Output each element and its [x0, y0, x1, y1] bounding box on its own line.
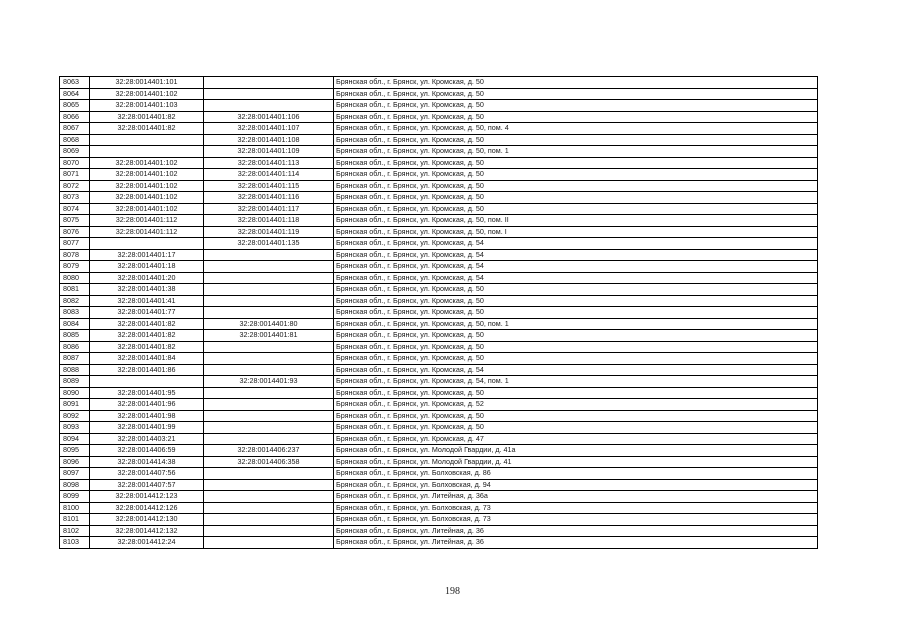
address-cell: Брянская обл., г. Брянск, ул. Кромская, д. 50 [334, 284, 818, 296]
building-cadastral-number-cell: 32:28:0014401:114 [204, 169, 334, 181]
building-cadastral-number-cell [204, 479, 334, 491]
parcel-cadastral-number-cell [90, 376, 204, 388]
building-cadastral-number-cell: 32:28:0014401:93 [204, 376, 334, 388]
address-cell: Брянская обл., г. Брянск, ул. Кромская, д. 50 [334, 134, 818, 146]
row-number-cell: 8066 [60, 111, 90, 123]
building-cadastral-number-cell: 32:28:0014401:119 [204, 226, 334, 238]
row-number-cell: 8065 [60, 100, 90, 112]
building-cadastral-number-cell: 32:28:0014401:118 [204, 215, 334, 227]
parcel-cadastral-number-cell: 32:28:0014412:123 [90, 491, 204, 503]
table-row [60, 445, 818, 457]
parcel-cadastral-number-cell [90, 134, 204, 146]
address-cell: Брянская обл., г. Брянск, ул. Литейная, д. 36 [334, 537, 818, 549]
address-cell: Брянская обл., г. Брянск, ул. Кромская, д. 50 [334, 341, 818, 353]
address-cell: Брянская обл., г. Брянск, ул. Кромская, д. 47 [334, 433, 818, 445]
address-cell: Брянская обл., г. Брянск, ул. Болховская, д. 73 [334, 502, 818, 514]
row-number-cell: 8083 [60, 307, 90, 319]
building-cadastral-number-cell [204, 525, 334, 537]
building-cadastral-number-cell [204, 249, 334, 261]
table-row [60, 123, 818, 135]
parcel-cadastral-number-cell: 32:28:0014401:102 [90, 157, 204, 169]
table-row [60, 353, 818, 365]
row-number-cell: 8086 [60, 341, 90, 353]
row-number-cell: 8068 [60, 134, 90, 146]
row-number-cell: 8087 [60, 353, 90, 365]
parcel-cadastral-number-cell [90, 146, 204, 158]
address-cell: Брянская обл., г. Брянск, ул. Кромская, д. 50 [334, 77, 818, 89]
row-number-cell: 8077 [60, 238, 90, 250]
parcel-cadastral-number-cell: 32:28:0014401:102 [90, 192, 204, 204]
address-cell: Брянская обл., г. Брянск, ул. Кромская, д. 50 [334, 307, 818, 319]
parcel-cadastral-number-cell: 32:28:0014412:130 [90, 514, 204, 526]
row-number-cell: 8089 [60, 376, 90, 388]
table-row [60, 399, 818, 411]
address-cell: Брянская обл., г. Брянск, ул. Кромская, д. 50 [334, 410, 818, 422]
row-number-cell: 8098 [60, 479, 90, 491]
building-cadastral-number-cell [204, 341, 334, 353]
building-cadastral-number-cell: 32:28:0014401:115 [204, 180, 334, 192]
table-row [60, 203, 818, 215]
parcel-cadastral-number-cell: 32:28:0014401:102 [90, 203, 204, 215]
table-row [60, 169, 818, 181]
row-number-cell: 8073 [60, 192, 90, 204]
building-cadastral-number-cell: 32:28:0014401:106 [204, 111, 334, 123]
row-number-cell: 8064 [60, 88, 90, 100]
address-cell: Брянская обл., г. Брянск, ул. Болховская, д. 73 [334, 514, 818, 526]
row-number-cell: 8069 [60, 146, 90, 158]
address-cell: Брянская обл., г. Брянск, ул. Кромская, д. 50 [334, 330, 818, 342]
address-cell: Брянская обл., г. Брянск, ул. Молодой Гвардии, д. 41 [334, 456, 818, 468]
building-cadastral-number-cell [204, 100, 334, 112]
row-number-cell: 8084 [60, 318, 90, 330]
table-row [60, 330, 818, 342]
row-number-cell: 8067 [60, 123, 90, 135]
parcel-cadastral-number-cell: 32:28:0014401:82 [90, 123, 204, 135]
building-cadastral-number-cell [204, 422, 334, 434]
parcel-cadastral-number-cell: 32:28:0014412:132 [90, 525, 204, 537]
address-cell: Брянская обл., г. Брянск, ул. Кромская, д. 50, пом. 1 [334, 318, 818, 330]
parcel-cadastral-number-cell: 32:28:0014401:96 [90, 399, 204, 411]
building-cadastral-number-cell [204, 491, 334, 503]
table-row [60, 215, 818, 227]
row-number-cell: 8078 [60, 249, 90, 261]
table-row [60, 307, 818, 319]
building-cadastral-number-cell [204, 295, 334, 307]
parcel-cadastral-number-cell: 32:28:0014401:20 [90, 272, 204, 284]
address-cell: Брянская обл., г. Брянск, ул. Кромская, д. 50 [334, 353, 818, 365]
parcel-cadastral-number-cell: 32:28:0014401:102 [90, 88, 204, 100]
parcel-cadastral-number-cell: 32:28:0014401:82 [90, 111, 204, 123]
building-cadastral-number-cell [204, 353, 334, 365]
address-cell: Брянская обл., г. Брянск, ул. Кромская, д. 50 [334, 111, 818, 123]
building-cadastral-number-cell [204, 433, 334, 445]
table-row [60, 238, 818, 250]
row-number-cell: 8071 [60, 169, 90, 181]
table-row [60, 272, 818, 284]
row-number-cell: 8063 [60, 77, 90, 89]
row-number-cell: 8080 [60, 272, 90, 284]
cadastral-table [59, 76, 818, 549]
table-row [60, 525, 818, 537]
row-number-cell: 8070 [60, 157, 90, 169]
table-row [60, 146, 818, 158]
address-cell: Брянская обл., г. Брянск, ул. Кромская, д. 50 [334, 387, 818, 399]
table-body [60, 77, 818, 549]
building-cadastral-number-cell: 32:28:0014401:116 [204, 192, 334, 204]
building-cadastral-number-cell [204, 387, 334, 399]
address-cell: Брянская обл., г. Брянск, ул. Молодой Гвардии, д. 41а [334, 445, 818, 457]
table-row [60, 502, 818, 514]
address-cell: Брянская обл., г. Брянск, ул. Литейная, д. 36а [334, 491, 818, 503]
building-cadastral-number-cell [204, 77, 334, 89]
parcel-cadastral-number-cell: 32:28:0014401:84 [90, 353, 204, 365]
building-cadastral-number-cell [204, 514, 334, 526]
row-number-cell: 8075 [60, 215, 90, 227]
row-number-cell: 8081 [60, 284, 90, 296]
address-cell: Брянская обл., г. Брянск, ул. Кромская, д. 54, пом. 1 [334, 376, 818, 388]
parcel-cadastral-number-cell: 32:28:0014414:38 [90, 456, 204, 468]
address-cell: Брянская обл., г. Брянск, ул. Кромская, д. 50, пом. II [334, 215, 818, 227]
table-row [60, 318, 818, 330]
address-cell: Брянская обл., г. Брянск, ул. Кромская, д. 50 [334, 157, 818, 169]
address-cell: Брянская обл., г. Брянск, ул. Кромская, д. 50 [334, 88, 818, 100]
building-cadastral-number-cell [204, 284, 334, 296]
row-number-cell: 8085 [60, 330, 90, 342]
building-cadastral-number-cell: 32:28:0014401:113 [204, 157, 334, 169]
row-number-cell: 8079 [60, 261, 90, 273]
address-cell: Брянская обл., г. Брянск, ул. Болховская, д. 94 [334, 479, 818, 491]
table-row [60, 422, 818, 434]
building-cadastral-number-cell: 32:28:0014401:107 [204, 123, 334, 135]
address-cell: Брянская обл., г. Брянск, ул. Кромская, д. 52 [334, 399, 818, 411]
table-row [60, 77, 818, 89]
building-cadastral-number-cell: 32:28:0014401:117 [204, 203, 334, 215]
parcel-cadastral-number-cell: 32:28:0014401:82 [90, 341, 204, 353]
address-cell: Брянская обл., г. Брянск, ул. Кромская, д. 50 [334, 180, 818, 192]
parcel-cadastral-number-cell: 32:28:0014401:18 [90, 261, 204, 273]
parcel-cadastral-number-cell: 32:28:0014401:102 [90, 180, 204, 192]
building-cadastral-number-cell [204, 502, 334, 514]
address-cell: Брянская обл., г. Брянск, ул. Кромская, д. 54 [334, 261, 818, 273]
building-cadastral-number-cell [204, 537, 334, 549]
row-number-cell: 8095 [60, 445, 90, 457]
table-row [60, 261, 818, 273]
building-cadastral-number-cell: 32:28:0014401:80 [204, 318, 334, 330]
table-row [60, 295, 818, 307]
address-cell: Брянская обл., г. Брянск, ул. Литейная, д. 36 [334, 525, 818, 537]
building-cadastral-number-cell [204, 272, 334, 284]
table-row [60, 157, 818, 169]
address-cell: Брянская обл., г. Брянск, ул. Кромская, д. 50, пом. I [334, 226, 818, 238]
address-cell: Брянская обл., г. Брянск, ул. Кромская, д. 50 [334, 169, 818, 181]
parcel-cadastral-number-cell: 32:28:0014401:103 [90, 100, 204, 112]
building-cadastral-number-cell [204, 410, 334, 422]
address-cell: Брянская обл., г. Брянск, ул. Кромская, д. 50 [334, 192, 818, 204]
parcel-cadastral-number-cell: 32:28:0014403:21 [90, 433, 204, 445]
address-cell: Брянская обл., г. Брянск, ул. Кромская, д. 54 [334, 238, 818, 250]
address-cell: Брянская обл., г. Брянск, ул. Кромская, д. 50 [334, 422, 818, 434]
row-number-cell: 8101 [60, 514, 90, 526]
row-number-cell: 8072 [60, 180, 90, 192]
parcel-cadastral-number-cell: 32:28:0014401:38 [90, 284, 204, 296]
table-row [60, 387, 818, 399]
parcel-cadastral-number-cell: 32:28:0014407:56 [90, 468, 204, 480]
row-number-cell: 8082 [60, 295, 90, 307]
building-cadastral-number-cell [204, 364, 334, 376]
parcel-cadastral-number-cell: 32:28:0014401:77 [90, 307, 204, 319]
building-cadastral-number-cell: 32:28:0014401:108 [204, 134, 334, 146]
table-row [60, 491, 818, 503]
row-number-cell: 8100 [60, 502, 90, 514]
building-cadastral-number-cell [204, 307, 334, 319]
parcel-cadastral-number-cell: 32:28:0014401:86 [90, 364, 204, 376]
table-row [60, 88, 818, 100]
parcel-cadastral-number-cell: 32:28:0014401:101 [90, 77, 204, 89]
parcel-cadastral-number-cell: 32:28:0014401:98 [90, 410, 204, 422]
address-cell: Брянская обл., г. Брянск, ул. Кромская, д. 50, пом. 1 [334, 146, 818, 158]
row-number-cell: 8097 [60, 468, 90, 480]
parcel-cadastral-number-cell: 32:28:0014407:57 [90, 479, 204, 491]
address-cell: Брянская обл., г. Брянск, ул. Кромская, д. 50, пом. 4 [334, 123, 818, 135]
parcel-cadastral-number-cell: 32:28:0014401:112 [90, 215, 204, 227]
table-row [60, 249, 818, 261]
table-row [60, 514, 818, 526]
building-cadastral-number-cell [204, 399, 334, 411]
table-row [60, 479, 818, 491]
table-row [60, 134, 818, 146]
row-number-cell: 8099 [60, 491, 90, 503]
table-row [60, 111, 818, 123]
table-row [60, 468, 818, 480]
table-row [60, 410, 818, 422]
table-row [60, 364, 818, 376]
building-cadastral-number-cell [204, 261, 334, 273]
building-cadastral-number-cell: 32:28:0014401:135 [204, 238, 334, 250]
parcel-cadastral-number-cell: 32:28:0014412:126 [90, 502, 204, 514]
row-number-cell: 8103 [60, 537, 90, 549]
row-number-cell: 8088 [60, 364, 90, 376]
row-number-cell: 8091 [60, 399, 90, 411]
table-row [60, 180, 818, 192]
address-cell: Брянская обл., г. Брянск, ул. Кромская, д. 54 [334, 249, 818, 261]
table-row [60, 433, 818, 445]
address-cell: Брянская обл., г. Брянск, ул. Кромская, д. 54 [334, 364, 818, 376]
table-row [60, 376, 818, 388]
row-number-cell: 8092 [60, 410, 90, 422]
row-number-cell: 8076 [60, 226, 90, 238]
building-cadastral-number-cell: 32:28:0014406:358 [204, 456, 334, 468]
table-row [60, 192, 818, 204]
parcel-cadastral-number-cell: 32:28:0014401:82 [90, 318, 204, 330]
parcel-cadastral-number-cell [90, 238, 204, 250]
address-cell: Брянская обл., г. Брянск, ул. Кромская, д. 54 [334, 272, 818, 284]
parcel-cadastral-number-cell: 32:28:0014406:59 [90, 445, 204, 457]
parcel-cadastral-number-cell: 32:28:0014401:82 [90, 330, 204, 342]
parcel-cadastral-number-cell: 32:28:0014401:102 [90, 169, 204, 181]
row-number-cell: 8094 [60, 433, 90, 445]
building-cadastral-number-cell: 32:28:0014401:81 [204, 330, 334, 342]
parcel-cadastral-number-cell: 32:28:0014401:41 [90, 295, 204, 307]
row-number-cell: 8074 [60, 203, 90, 215]
table-row [60, 226, 818, 238]
page-number: 198 [445, 586, 460, 597]
building-cadastral-number-cell [204, 88, 334, 100]
building-cadastral-number-cell: 32:28:0014406:237 [204, 445, 334, 457]
parcel-cadastral-number-cell: 32:28:0014401:112 [90, 226, 204, 238]
address-cell: Брянская обл., г. Брянск, ул. Кромская, д. 50 [334, 203, 818, 215]
address-cell: Брянская обл., г. Брянск, ул. Кромская, д. 50 [334, 100, 818, 112]
building-cadastral-number-cell [204, 468, 334, 480]
row-number-cell: 8090 [60, 387, 90, 399]
address-cell: Брянская обл., г. Брянск, ул. Болховская, д. 86 [334, 468, 818, 480]
parcel-cadastral-number-cell: 32:28:0014401:99 [90, 422, 204, 434]
row-number-cell: 8093 [60, 422, 90, 434]
table-row [60, 341, 818, 353]
row-number-cell: 8096 [60, 456, 90, 468]
parcel-cadastral-number-cell: 32:28:0014401:95 [90, 387, 204, 399]
table-row [60, 537, 818, 549]
row-number-cell: 8102 [60, 525, 90, 537]
address-cell: Брянская обл., г. Брянск, ул. Кромская, д. 50 [334, 295, 818, 307]
table-row [60, 456, 818, 468]
parcel-cadastral-number-cell: 32:28:0014401:17 [90, 249, 204, 261]
building-cadastral-number-cell: 32:28:0014401:109 [204, 146, 334, 158]
table-row [60, 284, 818, 296]
parcel-cadastral-number-cell: 32:28:0014412:24 [90, 537, 204, 549]
table-row [60, 100, 818, 112]
